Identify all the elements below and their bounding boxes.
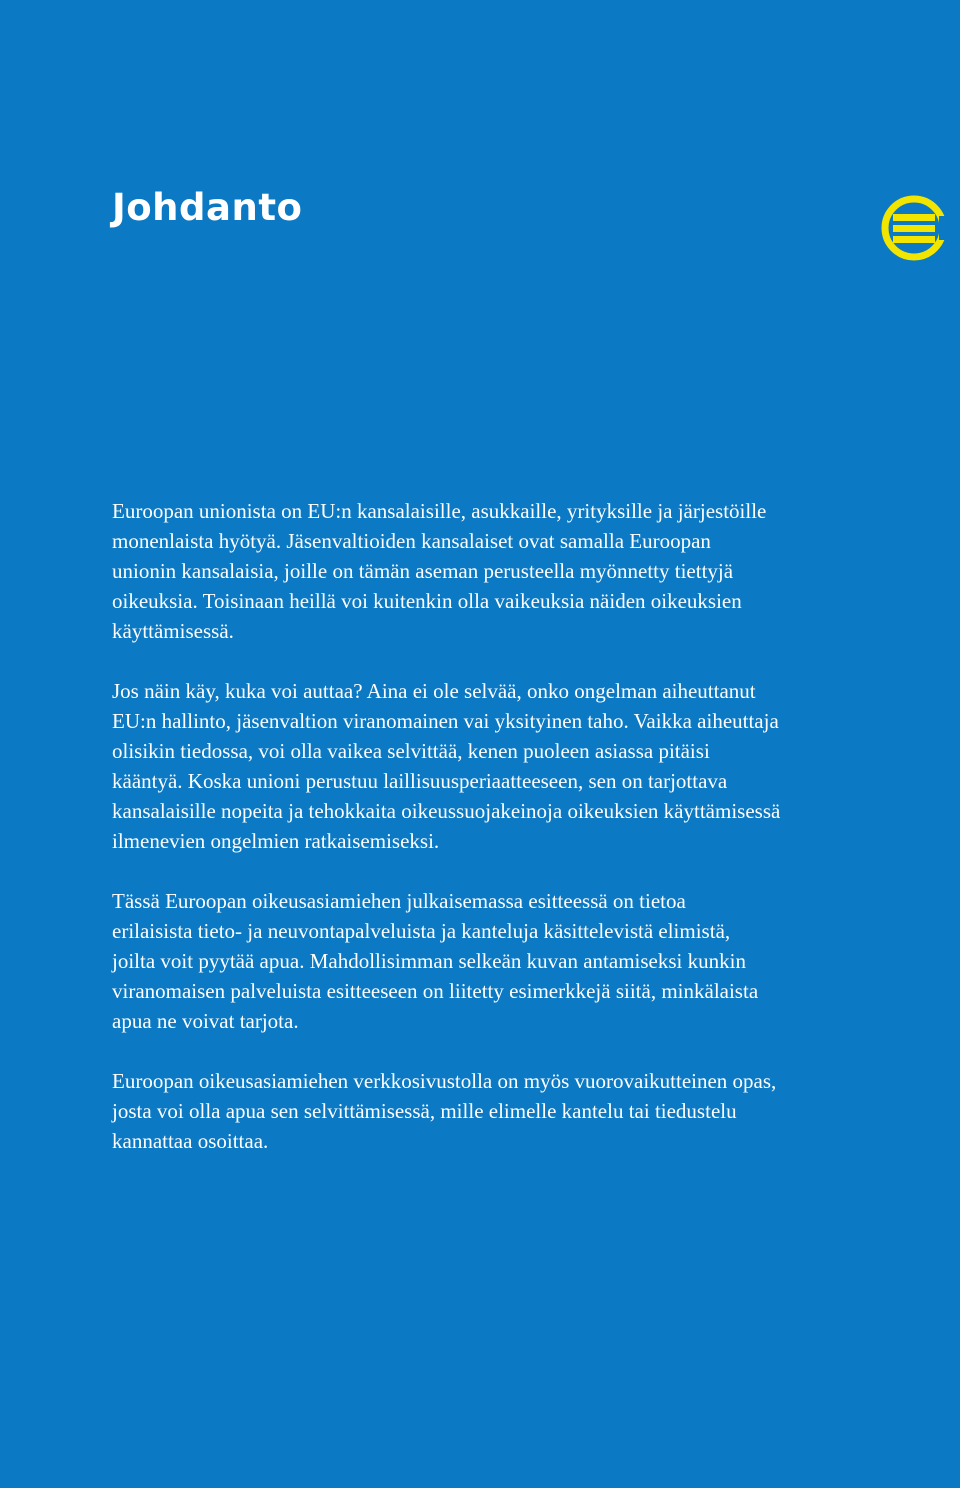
paragraph-3 bbox=[112, 886, 958, 1036]
paragraph-line: kansalaisille nopeita ja tehokkaita oikeussuojakeinoja oikeuksien käyttämisessä bbox=[112, 799, 781, 823]
paragraph-line: viranomaisen palveluista esitteeseen on liitetty esimerkkejä siitä, minkälaista bbox=[112, 979, 759, 1003]
paragraph-line: Jos näin käy, kuka voi auttaa? Aina ei ole selvää, onko ongelman aiheuttanut bbox=[112, 679, 756, 703]
paragraph-line: olisikin tiedossa, voi olla vaikea selvittää, kenen puoleen asiassa pitäisi bbox=[112, 739, 710, 763]
paragraph-line: unionin kansalaisia, joille on tämän aseman perusteella myönnetty tiettyjä bbox=[112, 559, 734, 583]
paragraph-2 bbox=[112, 676, 958, 856]
page-title: Johdanto bbox=[112, 186, 303, 229]
paragraph-line: joilta voit pyytää apua. Mahdollisimman selkeän kuvan antamiseksi kunkin bbox=[112, 949, 746, 973]
european-ombudsman-logo-icon bbox=[876, 190, 952, 266]
paragraph-line: kannattaa osoittaa. bbox=[112, 1129, 269, 1153]
paragraph-line: Euroopan unionista on EU:n kansalaisille, asukkaille, yrityksille ja järjestöille bbox=[112, 499, 767, 523]
paragraph-line: kääntyä. Koska unioni perustuu laillisuusperiaatteeseen, sen on tarjottava bbox=[112, 769, 728, 793]
paragraph-line: Tässä Euroopan oikeusasiamiehen julkaisemassa esitteessä on tietoa bbox=[112, 889, 686, 913]
paragraph-line: josta voi olla apua sen selvittämisessä, mille elimelle kantelu tai tiedustelu bbox=[112, 1099, 737, 1123]
paragraph-line: ilmenevien ongelmien ratkaisemiseksi. bbox=[112, 829, 440, 853]
paragraph-line: Euroopan oikeusasiamiehen verkkosivustolla on myös vuorovaikutteinen opas, bbox=[112, 1069, 777, 1093]
paragraph-line: käyttämisessä. bbox=[112, 619, 234, 643]
paragraph-line: apua ne voivat tarjota. bbox=[112, 1009, 299, 1033]
paragraph-line: EU:n hallinto, jäsenvaltion viranomainen vai yksityinen taho. Vaikka aiheuttaja bbox=[112, 709, 779, 733]
paragraph-line: erilaisista tieto- ja neuvontapalveluista ja kanteluja käsittelevistä elimistä, bbox=[112, 919, 731, 943]
paragraph-line: monenlaista hyötyä. Jäsenvaltioiden kansalaiset ovat samalla Euroopan bbox=[112, 529, 711, 553]
intro-body bbox=[112, 496, 958, 1186]
paragraph-line: oikeuksia. Toisinaan heillä voi kuitenkin olla vaikeuksia näiden oikeuksien bbox=[112, 589, 742, 613]
paragraph-1 bbox=[112, 496, 958, 646]
paragraph-4 bbox=[112, 1066, 958, 1156]
